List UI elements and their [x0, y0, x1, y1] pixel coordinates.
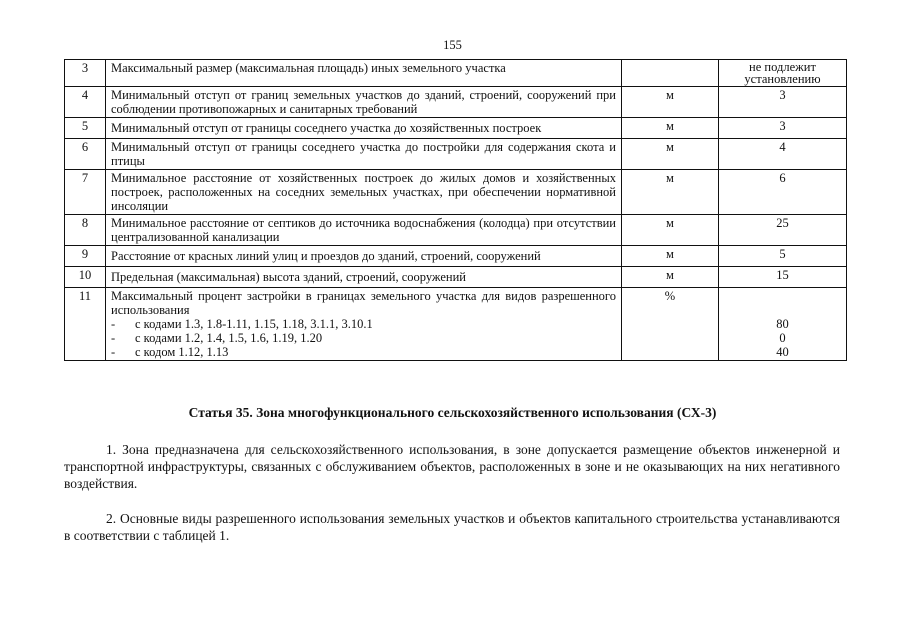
row-number: 8	[65, 215, 106, 246]
row-name: Расстояние от красных линий улиц и проездов до зданий, строений, сооружений	[106, 246, 622, 267]
row-value: 4	[719, 139, 847, 170]
paragraph: 2. Основные виды разрешенного использования земельных участков и объектов капитального строительства устанавливаются в соответствии с таблицей 1.	[64, 511, 840, 543]
table-row	[65, 139, 847, 170]
row-unit: м	[622, 170, 719, 215]
sub-item-text: с кодами 1.2, 1.4, 1.5, 1.6, 1.19, 1.20	[135, 331, 323, 345]
spacer-line	[724, 289, 841, 303]
row-name: Минимальное расстояние от септиков до источника водоснабжения (колодца) при отсутствии централизованной канализации	[106, 215, 622, 246]
row-value: 3	[719, 87, 847, 118]
row-number: 9	[65, 246, 106, 267]
dash-marker: -	[111, 331, 116, 345]
row-value: 15	[719, 267, 847, 288]
row-number: 3	[65, 60, 106, 87]
table-row	[65, 288, 847, 361]
row-unit: м	[622, 246, 719, 267]
sub-item	[111, 345, 616, 359]
table-row	[65, 118, 847, 139]
table-row	[65, 170, 847, 215]
table-row	[65, 246, 847, 267]
sub-item-text: с кодом 1.12, 1.13	[135, 345, 229, 359]
sub-item	[111, 317, 616, 331]
sub-item	[111, 331, 616, 345]
row-unit: м	[622, 118, 719, 139]
row-unit: м	[622, 267, 719, 288]
page-number: 155	[443, 38, 462, 52]
sub-item-value: 40	[776, 345, 789, 359]
row-value: не подлежит установлению	[719, 60, 847, 87]
row-name: Минимальный отступ от границы соседнего участка до постройки для содержания скота и птицы	[106, 139, 622, 170]
dash-marker: -	[111, 317, 116, 331]
table-row	[65, 215, 847, 246]
row-11-title: Максимальный процент застройки в границах земельного участка для видов разрешенного использования	[111, 289, 616, 317]
row-name: Минимальный отступ от границы соседнего участка до хозяйственных построек	[106, 118, 622, 139]
row-unit: м	[622, 87, 719, 118]
row-number: 4	[65, 87, 106, 118]
paragraph: 1. Зона предназначена для сельскохозяйственного использования, в зоне допускается размещение объектов инженерной и транспортной инфраструктуры, связанных с обслуживанием объектов, расположенных в зоне и не оказывающих на них негативного воздействия.	[64, 442, 840, 491]
row-unit: %	[622, 288, 719, 361]
sub-item-value: 0	[779, 331, 786, 345]
row-unit: м	[622, 139, 719, 170]
row-value: 6	[719, 170, 847, 215]
row-name: Минимальный отступ от границ земельных участков до зданий, строений, сооружений при соблюдении противопожарных и санитарных требований	[106, 87, 622, 118]
sub-item-value: 80	[776, 317, 789, 331]
row-value: 3	[719, 118, 847, 139]
row-value: 5	[719, 246, 847, 267]
row-value: 25	[719, 215, 847, 246]
row-number: 10	[65, 267, 106, 288]
row-value	[719, 288, 847, 361]
row-name	[106, 288, 622, 361]
row-unit	[622, 60, 719, 87]
sub-item-text: с кодами 1.3, 1.8-1.11, 1.15, 1.18, 3.1.1, 3.10.1	[135, 317, 373, 331]
row-number: 11	[65, 288, 106, 361]
row-unit: м	[622, 215, 719, 246]
table-row	[65, 87, 847, 118]
table-row	[65, 267, 847, 288]
row-number: 5	[65, 118, 106, 139]
row-name: Максимальный размер (максимальная площадь) иных земельного участка	[106, 60, 622, 87]
parameters-table	[64, 59, 847, 361]
article-heading: Статья 35. Зона многофункционального сельскохозяйственного использования (СХ-3)	[188, 405, 717, 420]
row-number: 7	[65, 170, 106, 215]
dash-marker: -	[111, 345, 116, 359]
row-name: Минимальное расстояние от хозяйственных построек до жилых домов и хозяйственных построек, расположенных на соседних земельных участках, при обеспечении нормативной инсоляции	[106, 170, 622, 215]
table-row	[65, 60, 847, 87]
row-number: 6	[65, 139, 106, 170]
row-name: Предельная (максимальная) высота зданий, строений, сооружений	[106, 267, 622, 288]
spacer-line	[724, 303, 841, 317]
